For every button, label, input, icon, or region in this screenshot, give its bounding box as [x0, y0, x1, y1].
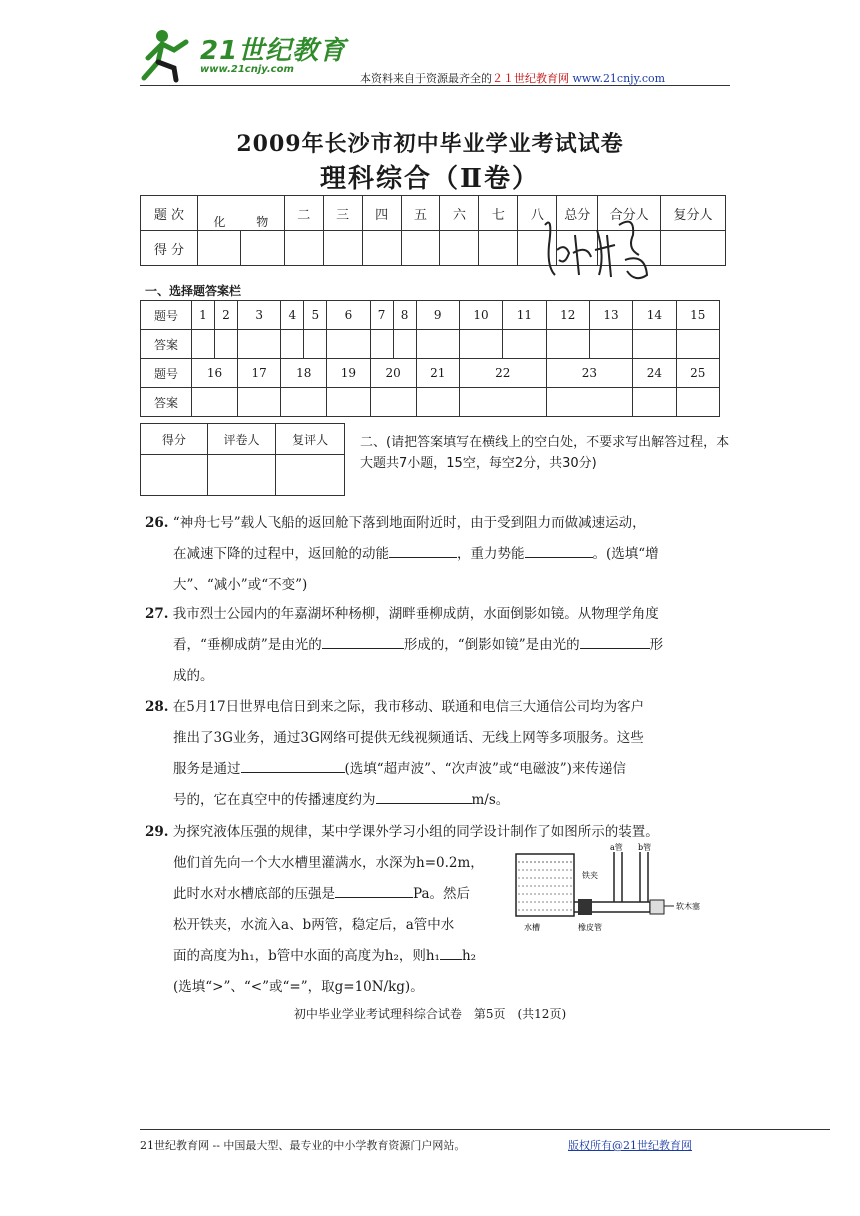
- q-number: 6: [327, 301, 370, 330]
- grader-cell[interactable]: [207, 455, 276, 496]
- question-text: (选填“超声波”、“次声波”或“电磁波”)来传递信: [344, 761, 626, 777]
- notice-url-link[interactable]: www.21cnjy.com: [572, 72, 666, 85]
- answer-cell[interactable]: [546, 388, 633, 417]
- answer-cell[interactable]: [192, 330, 215, 359]
- answer-blank[interactable]: [525, 543, 593, 558]
- section1-title: 一、选择题答案栏: [145, 284, 242, 298]
- answer-cell[interactable]: [327, 388, 370, 417]
- answer-blank[interactable]: [389, 543, 457, 558]
- ans-label: 答案: [141, 330, 192, 359]
- answer-table: [140, 300, 720, 417]
- score-cell[interactable]: [284, 231, 323, 266]
- score-col: 四: [362, 196, 401, 231]
- answer-row-answers-1: [141, 330, 720, 359]
- q-number: 8: [393, 301, 416, 330]
- score-row-label: 题 次: [141, 196, 198, 231]
- question-26: [145, 508, 735, 601]
- answer-cell[interactable]: [589, 330, 632, 359]
- grader-col-reviewer: 复评人: [276, 424, 345, 455]
- score-col: 八: [518, 196, 557, 231]
- question-text: 我市烈士公园内的年嘉湖坏种杨柳，湖畔垂柳成荫，水面倒影如镜。从物理学角度: [172, 606, 659, 622]
- question-text: 形成的，“倒影如镜”是由光的: [403, 637, 580, 653]
- answer-blank[interactable]: [440, 945, 462, 960]
- score-row-label: 得 分: [141, 231, 198, 266]
- score-col-part1: [197, 196, 284, 231]
- notice-prefix: 本资料来自于资源最齐全的: [360, 72, 492, 85]
- question-text: 此时水对水槽底部的压强是: [173, 886, 335, 902]
- q-number: 2: [214, 301, 237, 330]
- q-number: 23: [546, 359, 633, 388]
- score-cell[interactable]: [323, 231, 362, 266]
- answer-cell[interactable]: [281, 388, 327, 417]
- answer-row-answers-2: [141, 388, 720, 417]
- answer-cell[interactable]: [416, 330, 459, 359]
- score-col: 二: [284, 196, 323, 231]
- sub-label-phys: 物: [256, 215, 269, 229]
- question-text: 服务是通过: [173, 761, 241, 777]
- question-text: 推出了3G业务，通过3G网络可提供无线视频通话、无线上网等多项服务。这些: [173, 730, 644, 746]
- answer-row-numbers-2: [141, 359, 720, 388]
- question-27: [145, 599, 735, 692]
- q-number: 17: [237, 359, 280, 388]
- question-text: 松开铁夹，水流入a、b两管，稳定后，a管中水: [173, 917, 455, 933]
- answer-cell[interactable]: [281, 330, 304, 359]
- score-cell[interactable]: [401, 231, 440, 266]
- answer-cell[interactable]: [237, 330, 280, 359]
- question-text: h₂: [461, 948, 477, 964]
- q-number: 5: [304, 301, 327, 330]
- q-number: 7: [370, 301, 393, 330]
- label-hose: 橡皮管: [578, 923, 602, 932]
- q-number: 14: [633, 301, 676, 330]
- question-text: (选填“>”、“<”或“=”，取g=10N/kg)。: [173, 979, 424, 995]
- header-notice: [360, 70, 665, 86]
- question-text: 他们首先向一个大水槽里灌满水，水深为h=0.2m，: [173, 855, 484, 871]
- q-number: 1: [192, 301, 215, 330]
- num-label: 题号: [141, 359, 192, 388]
- question-text: 大”、“减小”或“不变”): [173, 577, 308, 593]
- answer-cell[interactable]: [459, 330, 502, 359]
- q-number: 9: [416, 301, 459, 330]
- clip-shape: [578, 899, 592, 915]
- footer-site-text: 21世纪教育网 -- 中国最大型、最专业的中小学教育资源门户网站。: [140, 1139, 466, 1152]
- q-number: 22: [459, 359, 546, 388]
- q-number: 10: [459, 301, 502, 330]
- question-text: Pa。然后: [413, 886, 471, 902]
- tube-a: [614, 852, 622, 902]
- q-number: 15: [676, 301, 719, 330]
- exam-title: 2009年长沙市初中毕业学业考试试卷: [236, 131, 624, 157]
- grader-col-score: 得分: [141, 424, 208, 455]
- water-tank: [516, 854, 574, 916]
- score-col: 五: [401, 196, 440, 231]
- answer-blank[interactable]: [580, 634, 650, 649]
- answer-cell[interactable]: [459, 388, 546, 417]
- label-b-tube: b管: [638, 843, 652, 852]
- question-text: 。(选填“增: [592, 546, 659, 562]
- question-text: ，重力势能: [457, 546, 525, 562]
- q-number: 11: [503, 301, 546, 330]
- question-text: 号的，它在真空中的传播速度约为: [173, 792, 376, 808]
- tube-b: [640, 852, 648, 902]
- apparatus-figure: [510, 840, 730, 935]
- answer-cell[interactable]: [370, 388, 416, 417]
- question-text: 为探究液体压强的规律，某中学课外学习小组的同学设计制作了如图所示的装置。: [172, 824, 659, 840]
- question-text: 面的高度为h₁，b管中水面的高度为h₂，则h₁: [173, 948, 440, 964]
- answer-cell[interactable]: [676, 388, 719, 417]
- q-number: 4: [281, 301, 304, 330]
- grader-cell[interactable]: [141, 455, 208, 496]
- q-number: 13: [589, 301, 632, 330]
- answer-cell[interactable]: [237, 388, 280, 417]
- section2-instructions: 二、(请把答案填写在横线上的空白处，不要求写出解答过程，本大题共7小题，15空，每空2分，共30分): [360, 435, 730, 471]
- answer-row-numbers-1: [141, 301, 720, 330]
- grader-cell[interactable]: [276, 455, 345, 496]
- logo-title: 21世纪教育: [200, 36, 347, 66]
- question-text: m/s。: [471, 792, 510, 808]
- q-number: 18: [281, 359, 327, 388]
- label-tank: 水槽: [524, 923, 540, 932]
- answer-cell[interactable]: [304, 330, 327, 359]
- footer-copyright-link[interactable]: 版权所有@21世纪教育网: [568, 1139, 692, 1152]
- question-text: 形: [649, 637, 664, 653]
- question-text: 看，“垂柳成荫”是由光的: [173, 637, 322, 653]
- header-divider: [140, 85, 730, 86]
- score-col: 六: [440, 196, 479, 231]
- question-number: 26.: [145, 515, 169, 531]
- answer-blank[interactable]: [241, 758, 345, 773]
- score-col-total: 总分: [557, 196, 598, 231]
- sub-label-chem: 化: [213, 215, 226, 229]
- question-text: 在5月17日世界电信日到来之际，我市移动、联通和电信三大通信公司均为客户: [172, 699, 645, 715]
- answer-blank[interactable]: [322, 634, 404, 649]
- answer-cell[interactable]: [503, 330, 546, 359]
- answer-cell[interactable]: [327, 330, 370, 359]
- runner-icon: [144, 30, 186, 80]
- page-number-footer: 初中毕业学业考试理科综合试卷 第5页 (共12页): [293, 1007, 567, 1021]
- q-number: 3: [237, 301, 280, 330]
- label-cork: 软木塞: [676, 902, 700, 911]
- answer-cell[interactable]: [214, 330, 237, 359]
- q-number: 24: [633, 359, 676, 388]
- question-text: 在减速下降的过程中，返回舱的动能: [173, 546, 389, 562]
- question-number: 29.: [145, 824, 169, 840]
- grader-table: [140, 423, 345, 496]
- answer-cell[interactable]: [393, 330, 416, 359]
- question-number: 27.: [145, 606, 169, 622]
- footer-divider: [140, 1129, 830, 1130]
- score-cell[interactable]: [362, 231, 401, 266]
- score-col: 七: [479, 196, 518, 231]
- score-cell[interactable]: [197, 231, 284, 266]
- label-a-tube: a管: [610, 843, 623, 852]
- answer-cell[interactable]: [676, 330, 719, 359]
- question-number: 28.: [145, 699, 169, 715]
- question-28: [145, 692, 735, 816]
- cork-shape: [650, 900, 664, 914]
- grader-col-marker: 评卷人: [207, 424, 276, 455]
- q-number: 19: [327, 359, 370, 388]
- label-clip: 铁夹: [582, 871, 598, 880]
- answer-cell[interactable]: [633, 388, 676, 417]
- score-col: 三: [323, 196, 362, 231]
- answer-blank[interactable]: [335, 883, 413, 898]
- answer-cell[interactable]: [370, 330, 393, 359]
- exam-subtitle: 理科综合（Ⅱ卷）: [320, 164, 540, 194]
- score-cell[interactable]: [440, 231, 479, 266]
- q-number: 12: [546, 301, 589, 330]
- ans-label: 答案: [141, 388, 192, 417]
- answer-blank[interactable]: [376, 789, 472, 804]
- question-text: “神舟七号”载人飞船的返回舱下落到地面附近时，由于受到阻力而做减速运动，: [172, 515, 646, 531]
- score-col-tallier: 合分人: [598, 196, 661, 231]
- answer-cell[interactable]: [546, 330, 589, 359]
- q-number: 21: [416, 359, 459, 388]
- q-number: 16: [192, 359, 238, 388]
- score-col-reviewer: 复分人: [661, 196, 726, 231]
- num-label: 题号: [141, 301, 192, 330]
- handwritten-signature: [535, 205, 675, 285]
- answer-cell[interactable]: [192, 388, 238, 417]
- question-text: 成的。: [173, 668, 214, 684]
- notice-site-link[interactable]: ２１世纪教育网: [492, 72, 569, 85]
- logo-url: www.21cnjy.com: [200, 64, 294, 75]
- q-number: 25: [676, 359, 719, 388]
- score-cell[interactable]: [479, 231, 518, 266]
- answer-cell[interactable]: [416, 388, 459, 417]
- q-number: 20: [370, 359, 416, 388]
- answer-cell[interactable]: [633, 330, 676, 359]
